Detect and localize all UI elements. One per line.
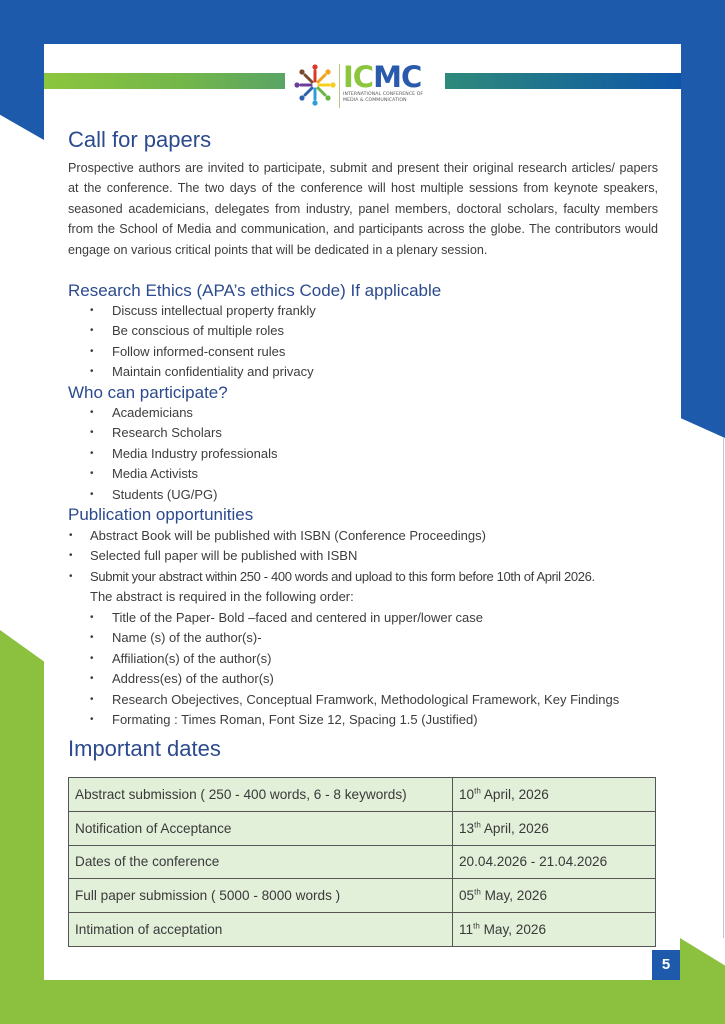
top-blue-band (0, 0, 725, 44)
list-item: • Title of the Paper- Bold –faced and centered in upper/lower case (112, 608, 619, 628)
bullet-icon: • (90, 366, 94, 378)
research-ethics-heading: Research Ethics (APA’s ethics Code) If applicable (68, 281, 442, 300)
who-can-participate-list (90, 403, 278, 505)
logo-text (343, 62, 423, 104)
bullet-icon: • (90, 693, 94, 705)
right-edge-line (723, 438, 724, 938)
date-value: 20.04.2026 - 21.04.2026 (453, 845, 656, 879)
list-item: • Media Industry professionals (112, 444, 277, 464)
bullet-icon: • (69, 550, 73, 562)
call-for-papers-body: Prospective authors are invited to participate, submit and present their original research articles/ papers at the conference. The two days of the conference will host multiple sessions from keynote speakers, seasoned academicians, delegates from industry, panel members, doctoral scholars, faculty members from the School of Media and communication, and participants across the globe. The contributors would engage on various critical points that will be dedicated in a plenary session. (68, 161, 658, 257)
bullet-icon: • (90, 468, 94, 480)
date-label: Abstract submission ( 250 - 400 words, 6 - 8 keywords) (69, 778, 453, 812)
date-label: Intimation of acceptation (69, 913, 453, 947)
publication-list (69, 526, 595, 587)
important-dates-heading: Important dates (68, 736, 221, 761)
left-blue-tab (0, 0, 44, 140)
date-label: Full paper submission ( 5000 - 8000 words ) (69, 879, 453, 913)
abstract-order-intro: The abstract is required in the following order: (90, 589, 354, 604)
bullet-icon: • (90, 612, 94, 623)
page-number-badge: 5 (652, 950, 680, 980)
list-item: • Abstract Book will be published with ISBN (Conference Proceedings) (90, 526, 595, 546)
people-circle-logo-icon (293, 62, 337, 108)
right-blue-tab (681, 0, 725, 438)
bullet-icon: • (90, 673, 94, 685)
important-dates-table (68, 777, 656, 947)
bullet-icon: • (69, 530, 73, 541)
date-value: 05th May, 2026 (453, 879, 656, 913)
list-item: • Academicians (112, 403, 277, 423)
list-item: • Research Obejectives, Conceptual Framwork, Methodological Framework, Key Findings (112, 690, 619, 710)
list-item: • Address(es) of the author(s) (112, 669, 619, 689)
list-item: • Affiliation(s) of the author(s) (112, 649, 619, 669)
research-ethics-list (90, 301, 316, 383)
list-item: • Selected full paper will be published with ISBN (90, 546, 595, 566)
logo-divider (339, 64, 340, 108)
list-item: • Media Activists (112, 464, 277, 484)
date-label: Dates of the conference (69, 845, 453, 879)
list-item: • Formating : Times Roman, Font Size 12, Spacing 1.5 (Justified) (112, 710, 619, 730)
date-label: Notification of Acceptance (69, 811, 453, 845)
list-item: • Discuss intellectual property frankly (112, 301, 316, 321)
list-item: • Be conscious of multiple roles (112, 321, 316, 341)
who-can-participate-heading: Who can participate? (68, 383, 228, 402)
bullet-icon: • (90, 305, 94, 316)
date-value: 11th May, 2026 (453, 913, 656, 947)
date-value: 13th April, 2026 (453, 811, 656, 845)
logo-subtitle-1: INTERNATIONAL CONFERENCE OF (343, 92, 424, 97)
bullet-icon: • (90, 407, 94, 418)
list-item: • Follow informed-consent rules (112, 342, 316, 362)
table-row (69, 778, 656, 812)
table-row (69, 845, 656, 879)
bullet-icon: • (90, 652, 94, 664)
bullet-icon: • (90, 488, 94, 500)
logo-acronym: ICMC (343, 60, 422, 94)
call-for-papers-heading: Call for papers (68, 127, 212, 152)
right-green-tab (680, 938, 725, 1024)
list-item: • Students (UG/PG) (112, 485, 277, 505)
publication-heading: Publication opportunities (68, 505, 254, 524)
header-bar-left (44, 73, 285, 89)
bullet-icon: • (90, 345, 94, 357)
bullet-icon: • (90, 447, 94, 459)
abstract-order-list (90, 608, 620, 730)
bullet-icon: • (90, 713, 94, 725)
header-bar-right (445, 73, 681, 89)
date-value: 10th April, 2026 (453, 778, 656, 812)
bullet-icon: • (90, 427, 94, 439)
left-green-tab (0, 630, 44, 1024)
table-row (69, 879, 656, 913)
table-row (69, 811, 656, 845)
list-item: • Submit your abstract within 250 - 400 words and upload to this form before 10th of April 2026. (90, 567, 595, 587)
bullet-icon: • (90, 632, 94, 644)
bullet-icon: • (69, 570, 73, 582)
bottom-green-band (0, 980, 725, 1024)
list-item: • Research Scholars (112, 423, 277, 443)
list-item: • Name (s) of the author(s)- (112, 628, 619, 648)
logo-subtitle-2: MEDIA & COMMUNICATION (343, 98, 407, 103)
icmc-logo (293, 62, 443, 112)
bullet-icon: • (90, 325, 94, 337)
list-item: • Maintain confidentiality and privacy (112, 362, 316, 382)
table-row (69, 913, 656, 947)
